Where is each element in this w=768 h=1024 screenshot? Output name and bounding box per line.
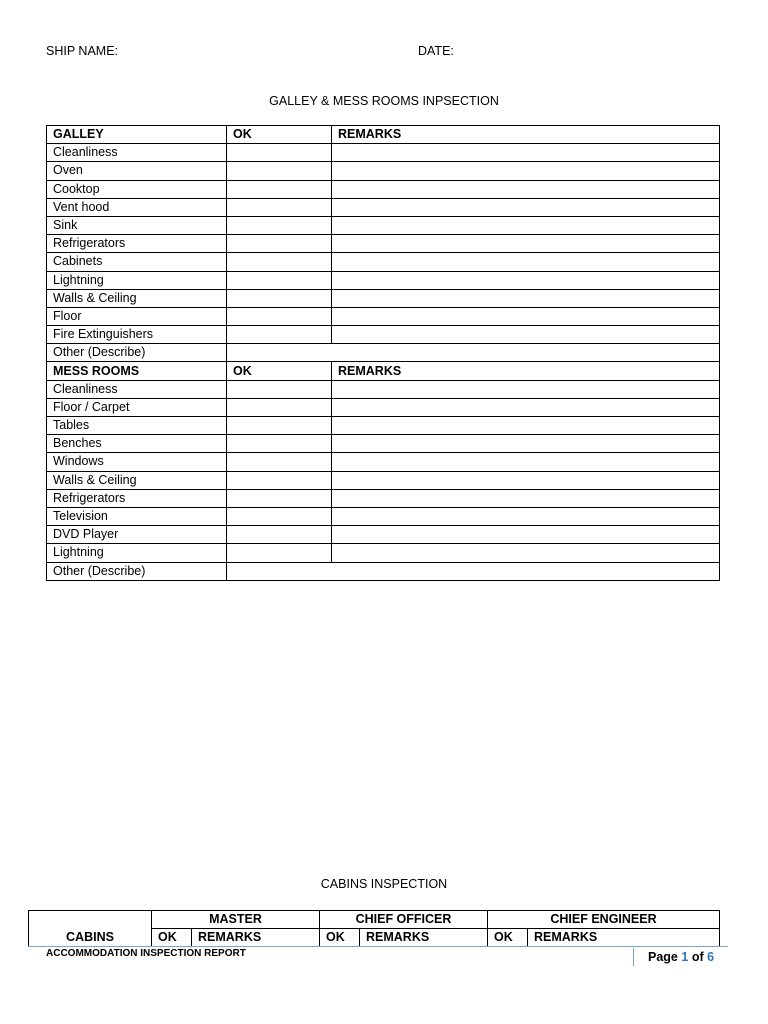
mess-ok-cell <box>227 507 332 525</box>
galley-remarks-cell <box>332 144 720 162</box>
galley-item-label: Refrigerators <box>47 235 227 253</box>
galley-item-label: Cabinets <box>47 253 227 271</box>
galley-item-label: Cooktop <box>47 180 227 198</box>
galley-item-row <box>47 326 720 344</box>
mess-other-row <box>47 562 720 580</box>
galley-other-row <box>47 344 720 362</box>
galley-remarks-cell <box>332 162 720 180</box>
mess-item-row <box>47 489 720 507</box>
mess-remarks-cell <box>332 526 720 544</box>
page-number <box>648 950 714 964</box>
mess-ok-cell <box>227 435 332 453</box>
mess-remarks-cell <box>332 398 720 416</box>
galley-section-title: GALLEY & MESS ROOMS INPSECTION <box>269 94 499 108</box>
mess-ok-cell <box>227 453 332 471</box>
master-remarks-header: REMARKS <box>192 929 320 947</box>
galley-ok-header: OK <box>227 126 332 144</box>
galley-other-description-cell <box>227 344 720 362</box>
galley-header-label: GALLEY <box>47 126 227 144</box>
galley-item-label: Sink <box>47 216 227 234</box>
galley-item-row <box>47 271 720 289</box>
galley-remarks-cell <box>332 235 720 253</box>
galley-item-row <box>47 198 720 216</box>
footer-separator <box>633 948 634 966</box>
galley-ok-cell <box>227 180 332 198</box>
galley-mess-table <box>46 125 720 581</box>
galley-table-body <box>47 126 720 581</box>
footer-divider <box>28 946 728 947</box>
mess-item-row <box>47 417 720 435</box>
galley-ok-cell <box>227 235 332 253</box>
cabins-row-label: CABINS <box>29 929 152 947</box>
mess-item-row <box>47 453 720 471</box>
galley-remarks-cell <box>332 180 720 198</box>
mess-ok-cell <box>227 544 332 562</box>
galley-item-label: Lightning <box>47 271 227 289</box>
page-current: 1 <box>681 950 689 964</box>
cabins-corner-cell <box>29 911 152 929</box>
mess-ok-header: OK <box>227 362 332 380</box>
date-label: DATE: <box>418 44 454 58</box>
galley-ok-cell <box>227 326 332 344</box>
page-total: 6 <box>707 950 715 964</box>
galley-item-label: Fire Extinguishers <box>47 326 227 344</box>
mess-item-label: Cleanliness <box>47 380 227 398</box>
galley-item-label: Cleanliness <box>47 144 227 162</box>
mess-remarks-cell <box>332 417 720 435</box>
of-word: of <box>691 950 704 964</box>
galley-remarks-header: REMARKS <box>332 126 720 144</box>
mess-item-label: Television <box>47 507 227 525</box>
cabins-subheader-row <box>29 929 720 947</box>
mess-item-row <box>47 526 720 544</box>
chief-officer-group-header: CHIEF OFFICER <box>320 911 488 929</box>
footer-report-title: ACCOMMODATION INSPECTION REPORT <box>46 948 246 959</box>
mess-item-label: Floor / Carpet <box>47 398 227 416</box>
mess-ok-cell <box>227 380 332 398</box>
mess-other-label: Other (Describe) <box>47 562 227 580</box>
galley-other-label: Other (Describe) <box>47 344 227 362</box>
galley-ok-cell <box>227 216 332 234</box>
mess-ok-cell <box>227 489 332 507</box>
galley-remarks-cell <box>332 326 720 344</box>
mess-item-row <box>47 380 720 398</box>
galley-remarks-cell <box>332 216 720 234</box>
galley-remarks-cell <box>332 253 720 271</box>
mess-other-description-cell <box>227 562 720 580</box>
chief-engineer-remarks-header: REMARKS <box>528 929 720 947</box>
galley-item-label: Walls & Ceiling <box>47 289 227 307</box>
chief-engineer-ok-header: OK <box>488 929 528 947</box>
mess-item-row <box>47 544 720 562</box>
galley-header-row <box>47 126 720 144</box>
galley-remarks-cell <box>332 307 720 325</box>
galley-ok-cell <box>227 144 332 162</box>
mess-item-label: Refrigerators <box>47 489 227 507</box>
cabins-section-title: CABINS INSPECTION <box>320 877 448 891</box>
mess-ok-cell <box>227 417 332 435</box>
mess-item-label: DVD Player <box>47 526 227 544</box>
master-group-header: MASTER <box>152 911 320 929</box>
galley-item-row <box>47 180 720 198</box>
galley-remarks-cell <box>332 198 720 216</box>
ship-name-label: SHIP NAME: <box>46 44 119 58</box>
mess-item-row <box>47 471 720 489</box>
mess-item-label: Tables <box>47 417 227 435</box>
galley-item-row <box>47 289 720 307</box>
mess-ok-cell <box>227 398 332 416</box>
galley-item-row <box>47 253 720 271</box>
mess-header-row <box>47 362 720 380</box>
mess-item-label: Walls & Ceiling <box>47 471 227 489</box>
galley-ok-cell <box>227 253 332 271</box>
mess-item-row <box>47 398 720 416</box>
mess-remarks-cell <box>332 544 720 562</box>
mess-item-row <box>47 507 720 525</box>
galley-remarks-cell <box>332 289 720 307</box>
chief-officer-remarks-header: REMARKS <box>360 929 488 947</box>
galley-item-row <box>47 216 720 234</box>
galley-ok-cell <box>227 307 332 325</box>
mess-item-row <box>47 435 720 453</box>
galley-ok-cell <box>227 271 332 289</box>
cabins-group-row <box>29 911 720 929</box>
mess-remarks-cell <box>332 453 720 471</box>
galley-item-row <box>47 307 720 325</box>
galley-ok-cell <box>227 289 332 307</box>
mess-ok-cell <box>227 471 332 489</box>
galley-item-label: Vent hood <box>47 198 227 216</box>
galley-item-label: Floor <box>47 307 227 325</box>
mess-remarks-cell <box>332 507 720 525</box>
galley-ok-cell <box>227 162 332 180</box>
chief-officer-ok-header: OK <box>320 929 360 947</box>
mess-ok-cell <box>227 526 332 544</box>
galley-item-row <box>47 144 720 162</box>
mess-remarks-cell <box>332 489 720 507</box>
mess-remarks-cell <box>332 471 720 489</box>
galley-remarks-cell <box>332 271 720 289</box>
mess-header-label: MESS ROOMS <box>47 362 227 380</box>
master-ok-header: OK <box>152 929 192 947</box>
mess-remarks-header: REMARKS <box>332 362 720 380</box>
mess-item-label: Windows <box>47 453 227 471</box>
mess-item-label: Benches <box>47 435 227 453</box>
mess-remarks-cell <box>332 380 720 398</box>
mess-item-label: Lightning <box>47 544 227 562</box>
mess-remarks-cell <box>332 435 720 453</box>
cabins-table <box>28 910 720 947</box>
chief-engineer-group-header: CHIEF ENGINEER <box>488 911 720 929</box>
galley-item-row <box>47 235 720 253</box>
galley-item-row <box>47 162 720 180</box>
page-word: Page <box>648 950 678 964</box>
galley-item-label: Oven <box>47 162 227 180</box>
galley-ok-cell <box>227 198 332 216</box>
